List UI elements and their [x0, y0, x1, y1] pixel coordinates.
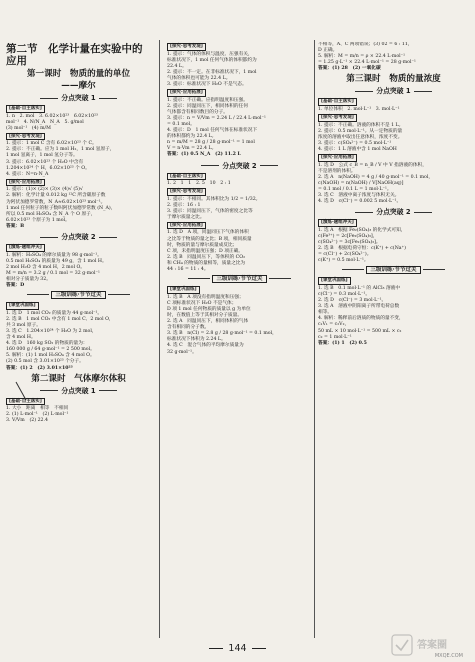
- lesson-title: 第二课时 气体摩尔体积: [31, 373, 126, 384]
- answer-line: = c(Cl⁻) + 2c(SO₄²⁻)。: [318, 252, 372, 258]
- answer-line: 5. 解析：(1) 1 mol H₂SO₄ 含 4 mol O。: [6, 353, 95, 359]
- section-tag: [探究·应用拓展]: [167, 222, 206, 230]
- answer-line: 2. 选 D c(Cl⁻) = 3 mol·L⁻¹。: [318, 298, 387, 304]
- answer-line: 3. 选 C 1.204×10²⁴ 个 H₂O 为 2 mol，: [6, 328, 97, 334]
- section-tag: [探究·应用拓展]: [6, 179, 45, 187]
- answer-line: 2. 提示：不正确。应为 1 mol H₂，1 mol 氢原子，: [6, 147, 115, 153]
- answer-line: D 正确。: [318, 48, 338, 54]
- watermark-url: MXQE.COM: [434, 653, 463, 659]
- answer-line: 4. 提示：1 L 溶液中含 1 mol NaOH: [318, 146, 397, 152]
- answer-line: 1. 提示：气体的体积与温度、压强有关，: [167, 51, 253, 57]
- column-3: [318, 42, 469, 636]
- answer-line: 1. 选 D A 项，同温同压下气体的体积: [167, 230, 249, 236]
- section-tag: [课堂巩固练]: [318, 277, 351, 285]
- answer-line: 4. 选 D c(Cl⁻) = 0.002 5 mol·L⁻¹。: [318, 199, 402, 205]
- answer-line: 32 g·mol⁻¹。: [167, 349, 197, 355]
- answer-line: 1. 选 D 1 mol CO₂ 的质量为 44 g·mol⁻¹。: [6, 310, 103, 316]
- answer-line: 0.5 mol H₂SO₄ 的质量为 49 g，含 1 mol H。: [6, 258, 107, 264]
- answer-line: 1. 大小 距离 相等 不相同: [6, 406, 69, 412]
- answer-line: 共 3 mol 原子。: [6, 322, 41, 328]
- answer-line: 2. 选 A 同温同压下，相同体积的气体: [167, 319, 249, 325]
- answer-line: 的体积都约为 22.4 L。: [167, 134, 217, 140]
- section-tag: [探究·应用拓展]: [318, 154, 357, 162]
- answer-line: 3. 选 A 溶液中阴阳离子所带电荷总数: [318, 304, 400, 310]
- answer-line: 2. 提示：0.5 mol·L⁻¹。从一定物质的量: [318, 128, 403, 134]
- answer-line: 于摩尔质量之比。: [167, 214, 205, 220]
- answer-line: 浓度的溶液中取出任意体积，浓度不变。: [318, 134, 403, 140]
- answer-line: 4. 选 C 混合气体的平均摩尔质量为: [167, 343, 244, 349]
- answer-line: 1. 选 B A 项没有指明温度和压强；: [167, 294, 244, 300]
- answer-line: 4. 提示：D 1 mol 任何气体在标准状况下: [167, 128, 258, 134]
- column-1: [6, 42, 151, 636]
- answer-line: 2 mol H₂O 含 4 mol H，2 mol O。: [6, 264, 85, 270]
- answer-line: 1 mol 氢离子，1 mol 氢分子等。: [6, 153, 78, 159]
- answer-line: c(SO₄²⁻) = 3c[Fe₂(SO₄)₃]。: [318, 239, 381, 245]
- answer-line: 1. 提示：1 mol C 含有 6.02×10²³ 个 C。: [6, 141, 97, 147]
- answer-line: 1. n 2. mol 3. 6.02×10²³ 6.02×10²³: [6, 113, 98, 119]
- answer-line: c(NaOH) = n(NaOH) / V[NaOH(aq)]: [318, 180, 404, 186]
- answer-line: 3. 提示：同温同压下，气体的密度之比等: [167, 208, 253, 214]
- answer-line: 5. 解析：M = m/n = ρ × 22.4 L·mol⁻¹: [318, 54, 405, 60]
- section-tag: [基础·自主落实]: [6, 105, 45, 113]
- column-2: [167, 42, 312, 636]
- answer-line: 为阿伏加德罗常数，N_A≈6.02×10²³ mol⁻¹。: [6, 199, 106, 205]
- answer-line: 4. 选 D 160 kg SO₂ 的物质的量为：: [6, 341, 88, 347]
- answer-line: 2. 提示：同温同压下，相同体积的任何: [167, 103, 248, 109]
- answer-line: 1. 解析：H₂SO₄ 的摩尔质量为 98 g·mol⁻¹。: [6, 252, 102, 258]
- section-tag: [课堂巩固练]: [6, 302, 39, 310]
- answer-line: 标准状况下体积为 2.24 L。: [167, 337, 226, 343]
- answer-line: 3. 选 B n(Cl) = 2.8 g / 28 g·mol⁻¹ = 0.1 mol，: [167, 331, 277, 337]
- section-tag: [探究·思考发现]: [167, 43, 206, 51]
- breakthrough-heading: 分点突破 2: [6, 233, 151, 241]
- answer-line: 时，在数值上等于其相对分子质量。: [167, 313, 243, 318]
- answer-line: 2. 提示：16 : 1: [167, 202, 201, 208]
- answer-line: 3. 提示：6.02×10²³ 个 H₂O 中含有: [6, 159, 84, 165]
- answer-line: 2. 选 B 1 mol CO₂ 中含有 1 mol C、2 mol O，: [6, 316, 114, 322]
- answer-line: 2. 选 B 同温同压下，等体积的 CO₂: [167, 254, 245, 260]
- answer-line: 3. 提示：n = V/Vm = 2.24 L / 22.4 L·mol⁻¹: [167, 115, 266, 121]
- answer-line: 和 CH₄ 的物质的量相等，质量之比为: [167, 260, 246, 266]
- answer-line: c(K⁺) = 0.5 mol·L⁻¹。: [318, 258, 369, 264]
- answer-line: mol⁻¹ 4. N/N_A N_A 5. g/mol: [6, 119, 84, 125]
- section-tag: [基础·自主落实]: [167, 173, 206, 181]
- answer-line: 1 mol 任何粒子的粒子数叫阿伏加德罗常数 (N_A)，: [6, 205, 116, 211]
- answer-line: 答案：(1) 1 (2) 0.5: [318, 340, 367, 346]
- answer-line: 标准状况下，1 mol 任何气体的体积都约为: [167, 57, 257, 63]
- answer-line: = 0.1 mol / 0.1 L = 1 mol·L⁻¹。: [318, 186, 392, 192]
- answer-line: 1. 选 B 0.1 mol·L⁻¹ 的 AlCl₃ 溶液中: [318, 285, 401, 291]
- breakthrough-heading: 分点突破 1: [6, 387, 151, 395]
- answer-line: 气体都含有相同数目的分子。: [167, 109, 228, 115]
- answer-line: 不是溶剂的体积。: [318, 168, 356, 174]
- section-tag: [基础·自主落实]: [318, 98, 357, 106]
- answer-line: (2) 0.5 mol 含 3.01×10²³ 个分子。: [6, 359, 84, 365]
- answer-line: 1.204×10²⁴ 个 H，6.02×10²³ 个 O。: [6, 165, 90, 171]
- answer-line: 3. 选 C 溶液中离子浓度与体积无关。: [318, 193, 400, 198]
- section-tag: [演练·题组冲关]: [318, 219, 357, 227]
- answer-line: C 项，未指明温度压强；D 项正确。: [167, 248, 243, 254]
- answer-line: 之比等于物质的量之比；B 项，相同质量: [167, 236, 252, 242]
- section-tag: [课堂巩固练]: [167, 286, 200, 294]
- answer-line: c(Fe³⁺) = 2c[Fe₂(SO₄)₃]，: [318, 233, 378, 239]
- svg-text:答案圈: 答案圈: [417, 640, 447, 651]
- lesson-subtitle: ——摩尔: [61, 81, 96, 91]
- answer-line: 答案：D: [6, 282, 25, 288]
- breakthrough-heading: 分点突破 1: [6, 94, 151, 102]
- answer-line: 含有相同的分子数。: [167, 325, 210, 331]
- answer-line: M = m/n = 3.2 g / 0.1 mol = 32 g·mol⁻¹: [6, 270, 100, 276]
- answer-line: 1. 提示：不正确。溶液的体积不是 1 L。: [318, 122, 404, 128]
- answer-line: 44 : 16 = 11 : 4。: [167, 267, 209, 273]
- training-heading: 三级训练·节节过关: [318, 266, 469, 274]
- answer-line: 1. 提示：(1)× (2)× (3)× (4)√ (5)√: [6, 187, 83, 193]
- section-tag: [探究·思考发现]: [167, 188, 206, 196]
- answer-line: n = m/M = 28 g / 28 g·mol⁻¹ = 1 mol: [167, 140, 255, 146]
- answer-line: 2. 选 B 根据电荷守恒：c(K⁺) + c(Na⁺): [318, 245, 406, 251]
- answer-line: 答案：(1) 28 (2) 一氧化碳: [318, 66, 381, 72]
- answer-line: 3. 提示：c(SO₄²⁻) = 0.5 mol·L⁻¹: [318, 140, 392, 146]
- answer-line: 1. 提示：不相同。其体积比为 1/2 = 1/32。: [167, 196, 261, 202]
- lesson-title: 第三课时 物质的量浓度: [346, 74, 441, 85]
- answer-line: 不相等，A、C 两项错误；(3) 02 = 6 : 11，: [318, 42, 413, 47]
- answer-line: 4. 解析：稀释前后溶质的物质的量不变，: [318, 316, 404, 322]
- answer-line: 1. 选 D 公式 c_B = n_B / V 中 V 指溶液的体积，: [318, 162, 427, 168]
- answer-line: 气体的体积也可能为 22.4 L。: [167, 75, 231, 81]
- answer-line: 答案：(1) 0.5 N_A (2) 11.2 L: [167, 152, 241, 158]
- answer-line: 6.02×10²³ 个原子为 1 mol。: [6, 217, 70, 223]
- answer-line: 答案：(1) 2 (2) 3.01×10²³: [6, 365, 73, 371]
- training-heading: 三级训练·节节过关: [6, 291, 151, 299]
- answer-line: C 项标准状况下 H₂O 不是气体；: [167, 300, 237, 306]
- answer-line: = 0.1 mol。: [167, 121, 195, 127]
- answer-line: 答案：B: [6, 223, 25, 229]
- answer-line: 2. 选 A n(NaOH) = 4 g / 40 g·mol⁻¹ = 0.1 mol，: [318, 174, 434, 180]
- breakthrough-heading: 分点突破 2: [318, 208, 469, 216]
- answer-line: 时，物质的量与摩尔质量成反比；: [167, 242, 238, 248]
- answer-line: c₂ = 1 mol·L⁻¹: [318, 334, 352, 340]
- section-tag: [探究·应用拓展]: [167, 89, 206, 97]
- answer-line: 含 4 mol H。: [6, 335, 36, 341]
- section-tag: [探究·思考发现]: [6, 133, 45, 141]
- answer-line: 22.4 L。: [167, 63, 187, 69]
- column-divider: [159, 40, 160, 638]
- answer-line: 50 mL × 10 mol·L⁻¹ = 500 mL × c₂: [318, 328, 402, 334]
- answer-line: 2. 解析：化学计量 0.012 kg ¹²C 所含碳原子数: [6, 193, 106, 199]
- answer-line: 1. 提示：不正确。应指明温度和压强。: [167, 97, 248, 103]
- answer-line: c₁V₁ = c₂V₂，: [318, 322, 350, 328]
- answer-line: 160 000 g / 64 g·mol⁻¹ = 2 500 mol。: [6, 347, 95, 353]
- pen-mark-icon: [14, 380, 30, 404]
- column-divider: [314, 40, 315, 638]
- section-tag: [探究·思考发现]: [318, 114, 357, 122]
- answer-line: V = n·Vm = 22.4 L。: [167, 146, 217, 152]
- breakthrough-heading: 分点突破 1: [318, 87, 469, 95]
- answer-line: 所以 0.5 mol H₂SO₄ 含 N_A 个 O 原子，: [6, 211, 96, 217]
- breakthrough-heading: 分点突破 2: [167, 162, 312, 170]
- answer-line: 3. 提示：标准状况下 H₂O 不是气态。: [167, 81, 247, 87]
- answer-line: 相等。: [318, 310, 333, 316]
- answer-line: D 项 1 mol 任何物质的质量以 g 为单位: [167, 306, 251, 312]
- answer-line: 2. (1) L·mol⁻¹ (2) L·mol⁻¹: [6, 412, 69, 418]
- answer-line: 1. 2 1 1 2. 5 10 2 : 1: [167, 181, 231, 186]
- answer-line: 3. V/Vm (2) 22.4: [6, 418, 49, 424]
- section-tag: [演练·题组冲关]: [6, 244, 45, 252]
- page-number: 144: [0, 643, 475, 654]
- answer-line: 1. 选 A 根据 Fe₂(SO₄)₃ 的化学式可知，: [318, 227, 406, 233]
- section-tag: [基础·自主落实]: [6, 398, 45, 406]
- answer-line: = 1.25 g·L⁻¹ × 22.4 L·mol⁻¹ = 28 g·mol⁻¹: [318, 60, 416, 66]
- answer-line: 4. 提示：N=n·N_A: [6, 171, 49, 177]
- section-title: 第二节 化学计量在实验中的应用: [6, 43, 143, 67]
- answer-line: (3) mol⁻¹ (4) m/M: [6, 125, 51, 131]
- answer-line: c(Cl⁻) = 0.3 mol·L⁻¹。: [318, 291, 371, 297]
- answer-line: 1. 单位体积 2. mol·L⁻¹ 3. mol·L⁻¹: [318, 106, 400, 112]
- training-heading: 三级训练·节节过关: [167, 275, 312, 283]
- answer-line: 相对分子质量为 32。: [6, 276, 51, 282]
- answer-line: 2. 提示：不一定。在非标准状况下，1 mol: [167, 69, 257, 75]
- lesson-title: 第一课时 物质的量的单位: [26, 69, 131, 79]
